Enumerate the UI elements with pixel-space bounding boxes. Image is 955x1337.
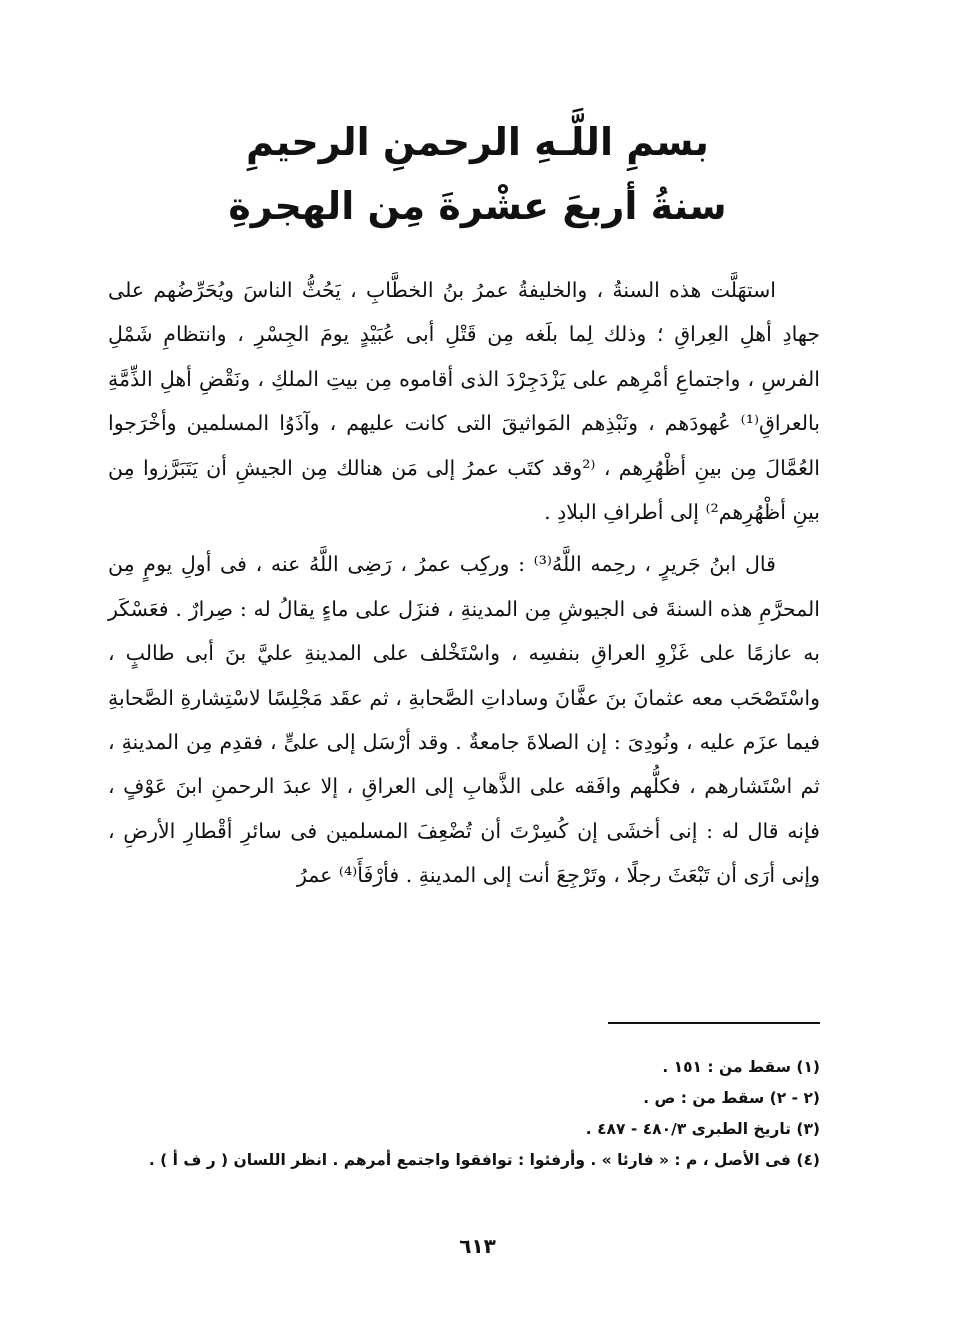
footnotes bbox=[108, 1052, 820, 1176]
footnote-2: (٢ - ٢) سقط من : ص . bbox=[643, 1089, 820, 1107]
footnote-4: (٤) فى الأصل ، م : « فارئا » . وأرفئوا : توافقوا واجتمع أمرهم . انظر اللسان ( ر ف أ ) . bbox=[148, 1151, 820, 1169]
footnote-3: (٣) تاريخ الطبرى ٤٨٠/٣ - ٤٨٧ . bbox=[585, 1120, 820, 1138]
footnote-1: (١) سقط من : ١٥١ . bbox=[662, 1058, 820, 1076]
year-title-heading: سنةُ أربعَ عشْرةَ مِن الهجرةِ bbox=[228, 184, 727, 228]
page-headings bbox=[0, 110, 955, 238]
basmala-heading: بسمِ اللَّـهِ الرحمنِ الرحيمِ bbox=[246, 120, 709, 164]
paragraph-2: قال ابنُ جَريرٍ ، رحِمه اللَّهُ⁽³⁾ : وركِب عمرُ ، رَضِى اللَّهُ عنه ، فى أولِ يومٍ مِن المحرَّمِ هذه السنةَ فى الجيوشِ مِن المدينةِ ، فنزَل على ماءٍ يقالُ له : صِرارٌ . فعَسْكَر به عازمًا على غَزْوِ العراقِ بنفسِه ، واسْتَخْلف على المدينةِ عليَّ بنَ أبى طالبٍ ، واسْتَصْحَب معه عثمانَ بنَ عفَّانَ وساداتِ الصَّحابةِ ، ثم عقَد مَجْلِسًا لاسْتِشارةِ الصَّحابةِ فيما عزَم عليه ، ونُودِىَ : إن الصلاةَ جامعةٌ . وقد أرْسَل إلى علىٍّ ، فقدِم مِن المدينةِ ، ثم اسْتَشارهم ، فكلُّهم وافَقه على الذَّهابِ إلى العراقِ ، إلا عبدَ الرحمنِ ابنَ عَوْفٍ ، فإنه قال له : إنى أخشَى إن كُسِرْتَ أن تُضْعِفَ المسلمين فى سائرِ أقْطارِ الأرضِ ، وإنى أرَى أن تَبْعَثَ رجلًا ، وتَرْجِعَ أنت إلى المدينةِ . فأرْفَأَ⁽⁴⁾ عمرُ bbox=[108, 552, 820, 888]
paragraph-1: استهَلَّت هذه السنةُ ، والخليفةُ عمرُ بنُ الخطَّابِ ، يَحُثُّ الناسَ ويُحَرِّضُهم على جهادِ أهلِ العِراقِ ؛ وذلك لِما بلَغه مِن قَتْلِ أبى عُبَيْدٍ يومَ الجِسْرِ ، وانتظامِ شَمْلِ الفرسِ ، واجتماعِ أمْرِهم على يَزْدَجِرْدَ الذى أقاموه مِن بيتِ الملكِ ، ونَقْضِ أهلِ الذِّمَّةِ بالعراقِ⁽¹⁾ عُهودَهم ، ونَبْذِهم المَواثيقَ التى كانت عليهم ، وآذَوُا المسلمين وأخْرَجوا العُمَّالَ مِن بينِ أظْهُرِهم ، ⁽²وقد كتَب عمرُ إلى مَن هنالك مِن الجيشِ أن يَتَبَرَّزوا مِن بينِ أظْهُرِهم²⁾ إلى أطرافِ البلادِ . bbox=[108, 278, 820, 525]
page-number: ٦١٣ bbox=[459, 1234, 496, 1258]
footnote-separator bbox=[608, 1022, 820, 1024]
main-text bbox=[108, 268, 820, 898]
